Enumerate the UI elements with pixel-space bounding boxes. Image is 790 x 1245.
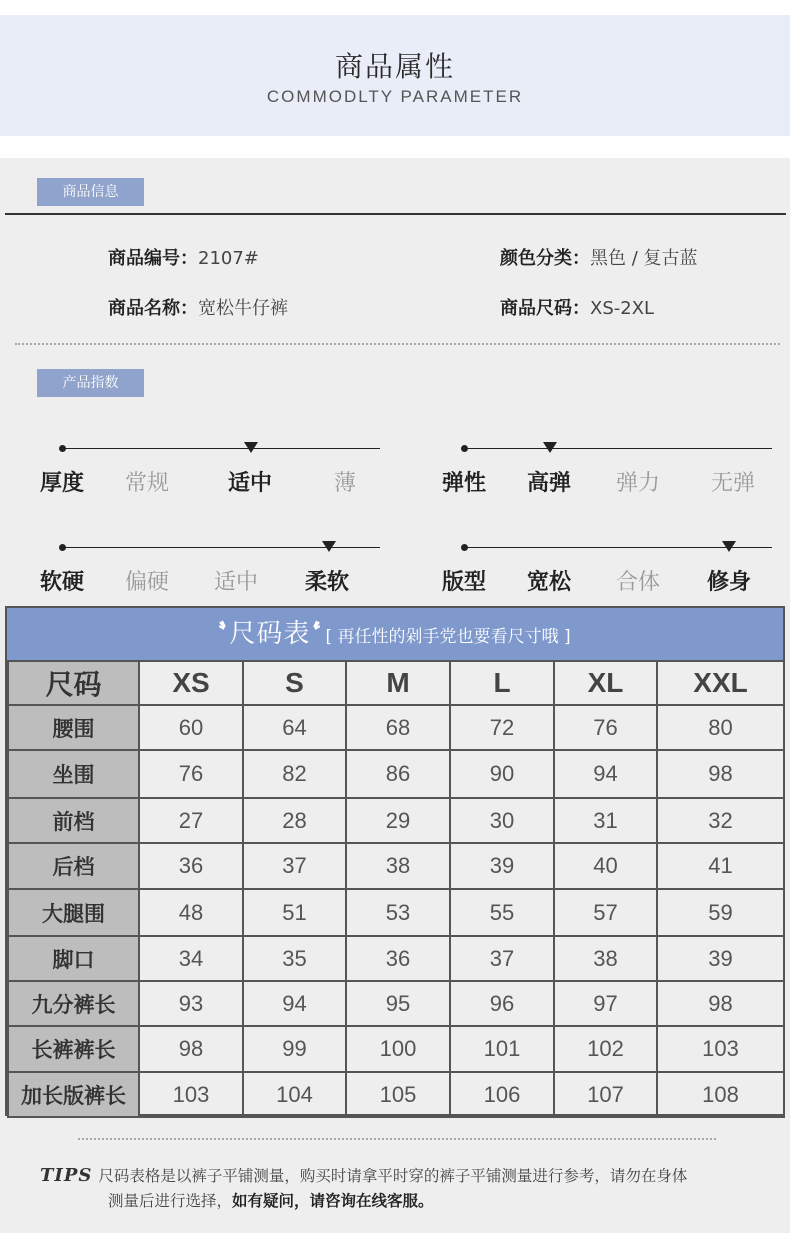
scale-option: 常规 bbox=[125, 471, 170, 496]
info-label: 商品编号： bbox=[108, 248, 198, 269]
scale-fit bbox=[442, 537, 772, 597]
scale-softness bbox=[40, 537, 380, 597]
size-column-header: XXL bbox=[657, 661, 784, 705]
tips-line-2 bbox=[40, 1189, 770, 1214]
scale-option: 无弹 bbox=[711, 471, 756, 496]
tips-text: 测量后进行选择， bbox=[108, 1192, 233, 1210]
measure-value-cell: 31 bbox=[554, 798, 657, 843]
measure-value-cell: 103 bbox=[657, 1026, 784, 1072]
scale-option: 合体 bbox=[616, 570, 661, 595]
scale-start-dot bbox=[461, 544, 468, 551]
measure-value-cell: 48 bbox=[139, 889, 243, 936]
measure-value-cell: 28 bbox=[243, 798, 346, 843]
measure-value-cell: 59 bbox=[657, 889, 784, 936]
scale-option-selected: 柔软 bbox=[305, 570, 350, 595]
size-chart-title: 尺码表 bbox=[229, 619, 311, 649]
info-item-name bbox=[108, 294, 288, 320]
page-header bbox=[0, 15, 790, 136]
table-row bbox=[8, 705, 784, 750]
measure-value-cell: 38 bbox=[346, 843, 450, 889]
measure-value-cell: 55 bbox=[450, 889, 554, 936]
size-column-header: S bbox=[243, 661, 346, 705]
measure-value-cell: 98 bbox=[657, 750, 784, 798]
measure-value-cell: 35 bbox=[243, 936, 346, 981]
tips-line-1 bbox=[40, 1163, 770, 1189]
measure-name-cell: 前档 bbox=[8, 798, 139, 843]
measure-value-cell: 103 bbox=[139, 1072, 243, 1117]
scale-line bbox=[62, 448, 380, 449]
measure-value-cell: 94 bbox=[554, 750, 657, 798]
tips-label: TIPS bbox=[40, 1165, 93, 1186]
tips-text: 尺码表格是以裤子平铺测量，购买时请拿平时穿的裤子平铺测量进行参考，请勿在身体 bbox=[98, 1167, 688, 1185]
table-corner-cell: 尺码 bbox=[8, 661, 139, 705]
measure-value-cell: 36 bbox=[139, 843, 243, 889]
scale-option-selected: 适中 bbox=[228, 471, 273, 496]
dotted-divider bbox=[15, 343, 780, 345]
measure-value-cell: 90 bbox=[450, 750, 554, 798]
size-column-header: XL bbox=[554, 661, 657, 705]
measure-value-cell: 51 bbox=[243, 889, 346, 936]
page-subtitle: COMMODLTY PARAMETER bbox=[266, 87, 524, 106]
measure-name-cell: 腰围 bbox=[8, 705, 139, 750]
info-value: 宽松牛仔裤 bbox=[198, 298, 288, 319]
measure-value-cell: 64 bbox=[243, 705, 346, 750]
scale-name: 厚度 bbox=[40, 471, 85, 496]
size-chart bbox=[5, 606, 785, 1116]
scale-marker-icon bbox=[244, 442, 258, 453]
measure-value-cell: 107 bbox=[554, 1072, 657, 1117]
measure-value-cell: 72 bbox=[450, 705, 554, 750]
measure-value-cell: 38 bbox=[554, 936, 657, 981]
table-row bbox=[8, 1072, 784, 1117]
scale-elasticity bbox=[442, 438, 772, 498]
table-row bbox=[8, 750, 784, 798]
measure-name-cell: 坐围 bbox=[8, 750, 139, 798]
info-item-sku bbox=[108, 244, 259, 270]
measure-name-cell: 九分裤长 bbox=[8, 981, 139, 1026]
measure-value-cell: 36 bbox=[346, 936, 450, 981]
section-divider bbox=[5, 213, 786, 215]
measure-value-cell: 98 bbox=[139, 1026, 243, 1072]
info-item-color bbox=[500, 244, 698, 270]
scale-option: 薄 bbox=[334, 471, 357, 496]
table-row bbox=[8, 1026, 784, 1072]
measure-value-cell: 37 bbox=[243, 843, 346, 889]
table-header-row bbox=[8, 661, 784, 705]
measure-value-cell: 30 bbox=[450, 798, 554, 843]
info-item-size bbox=[500, 294, 654, 320]
measure-value-cell: 96 bbox=[450, 981, 554, 1026]
table-row bbox=[8, 889, 784, 936]
measure-value-cell: 100 bbox=[346, 1026, 450, 1072]
scale-option: 偏硬 bbox=[125, 570, 170, 595]
measure-value-cell: 98 bbox=[657, 981, 784, 1026]
measure-value-cell: 86 bbox=[346, 750, 450, 798]
measure-value-cell: 41 bbox=[657, 843, 784, 889]
info-label: 商品名称： bbox=[108, 298, 198, 319]
measure-value-cell: 40 bbox=[554, 843, 657, 889]
info-value: 2107# bbox=[198, 248, 259, 269]
measure-value-cell: 76 bbox=[554, 705, 657, 750]
measure-value-cell: 105 bbox=[346, 1072, 450, 1117]
measure-value-cell: 34 bbox=[139, 936, 243, 981]
measure-name-cell: 长裤裤长 bbox=[8, 1026, 139, 1072]
scale-option: 弹力 bbox=[616, 471, 661, 496]
table-row bbox=[8, 798, 784, 843]
info-section-tag: 商品信息 bbox=[37, 178, 144, 206]
measure-value-cell: 76 bbox=[139, 750, 243, 798]
measure-value-cell: 108 bbox=[657, 1072, 784, 1117]
measure-value-cell: 32 bbox=[657, 798, 784, 843]
page-title: 商品属性 bbox=[334, 50, 455, 83]
tips-text-bold: 如有疑问，请咨询在线客服。 bbox=[232, 1192, 434, 1210]
info-value: 黑色 / 复古蓝 bbox=[590, 248, 698, 269]
tips-note bbox=[40, 1163, 770, 1214]
measure-name-cell: 脚口 bbox=[8, 936, 139, 981]
sparkle-icon bbox=[310, 620, 320, 636]
measure-value-cell: 68 bbox=[346, 705, 450, 750]
measure-value-cell: 104 bbox=[243, 1072, 346, 1117]
table-row bbox=[8, 843, 784, 889]
info-label: 商品尺码： bbox=[500, 298, 590, 319]
scale-start-dot bbox=[59, 445, 66, 452]
size-table bbox=[7, 660, 785, 1118]
sparkle-icon bbox=[219, 620, 229, 636]
measure-value-cell: 60 bbox=[139, 705, 243, 750]
measure-value-cell: 95 bbox=[346, 981, 450, 1026]
scale-line bbox=[464, 448, 772, 449]
measure-name-cell: 后档 bbox=[8, 843, 139, 889]
scale-name: 弹性 bbox=[442, 471, 487, 496]
measure-name-cell: 大腿围 bbox=[8, 889, 139, 936]
measure-value-cell: 82 bbox=[243, 750, 346, 798]
size-column-header: L bbox=[450, 661, 554, 705]
scale-marker-icon bbox=[322, 541, 336, 552]
measure-value-cell: 106 bbox=[450, 1072, 554, 1117]
size-column-header: XS bbox=[139, 661, 243, 705]
measure-value-cell: 99 bbox=[243, 1026, 346, 1072]
index-section-tag: 产品指数 bbox=[37, 369, 144, 397]
measure-value-cell: 29 bbox=[346, 798, 450, 843]
measure-value-cell: 101 bbox=[450, 1026, 554, 1072]
table-row bbox=[8, 981, 784, 1026]
size-chart-note: [ 再任性的剁手党也要看尺寸哦 ] bbox=[325, 627, 571, 647]
scale-start-dot bbox=[59, 544, 66, 551]
measure-value-cell: 102 bbox=[554, 1026, 657, 1072]
scale-start-dot bbox=[461, 445, 468, 452]
measure-value-cell: 39 bbox=[657, 936, 784, 981]
scale-marker-icon bbox=[543, 442, 557, 453]
dotted-divider bbox=[78, 1138, 716, 1140]
measure-value-cell: 97 bbox=[554, 981, 657, 1026]
scale-option: 宽松 bbox=[527, 570, 572, 595]
scale-option: 适中 bbox=[214, 570, 259, 595]
measure-value-cell: 37 bbox=[450, 936, 554, 981]
measure-value-cell: 93 bbox=[139, 981, 243, 1026]
scale-thickness bbox=[40, 438, 380, 498]
measure-value-cell: 39 bbox=[450, 843, 554, 889]
size-chart-header bbox=[7, 608, 783, 660]
scale-name: 版型 bbox=[442, 570, 487, 595]
info-label: 颜色分类： bbox=[500, 248, 590, 269]
measure-name-cell: 加长版裤长 bbox=[8, 1072, 139, 1117]
scale-option-selected: 修身 bbox=[707, 570, 752, 595]
measure-value-cell: 53 bbox=[346, 889, 450, 936]
size-column-header: M bbox=[346, 661, 450, 705]
scale-name: 软硬 bbox=[40, 570, 85, 595]
table-row bbox=[8, 936, 784, 981]
scale-option-selected: 高弹 bbox=[527, 471, 572, 496]
measure-value-cell: 80 bbox=[657, 705, 784, 750]
measure-value-cell: 94 bbox=[243, 981, 346, 1026]
measure-value-cell: 27 bbox=[139, 798, 243, 843]
info-value: XS-2XL bbox=[590, 298, 655, 319]
scale-marker-icon bbox=[722, 541, 736, 552]
measure-value-cell: 57 bbox=[554, 889, 657, 936]
